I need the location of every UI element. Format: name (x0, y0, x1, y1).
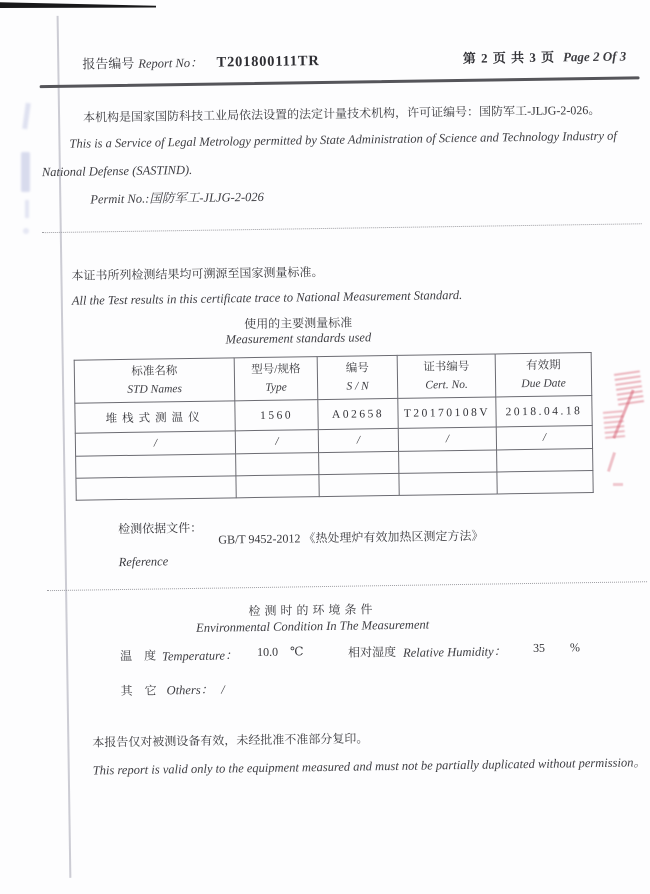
table-cell: / (235, 430, 318, 454)
col-header-cn: 型号/规格 (251, 363, 301, 377)
table-cell (319, 451, 399, 474)
validity-statement-en: This report is valid only to the equipment measured and must not be partially duplicated without permission。 (92, 755, 647, 778)
table-header-row (74, 353, 592, 404)
reference-value: GB/T 9452-2012 《热处理炉有效加热区测定方法》 (218, 528, 484, 547)
table-cell (76, 454, 236, 478)
others-value: / (221, 682, 225, 697)
humidity-label-en: Relative Humidity： (402, 644, 507, 660)
page-indicator-cn: 第 2 页 共 3 页 (462, 49, 556, 66)
report-no-label-en: Report No： (138, 55, 203, 71)
col-header-en: Type (265, 381, 287, 394)
standards-table (74, 352, 594, 501)
others-label-cn: 其 它 (120, 683, 157, 699)
table-cell: 堆栈式测温仪 (75, 401, 235, 433)
authorization-statement-en-line1: This is a Service of Legal Metrology permitted by State Administration of Science and Technology Industry of (69, 128, 617, 151)
standards-title-cn: 使用的主要测量标准 (244, 315, 353, 332)
col-header-cn: 标准名称 (131, 365, 178, 379)
separator-dotted-top (42, 223, 642, 233)
col-header-type (234, 357, 318, 401)
permit-no-line: Permit No.:国防军工-JLJG-2-026 (90, 189, 264, 207)
table-cell: A02658 (318, 398, 398, 429)
temperature-label-cn: 温 度 (119, 648, 157, 664)
trace-statement-cn: 本证书所列检测结果均可溯源至国家测量标准。 (71, 265, 324, 283)
table-cell: / (318, 428, 398, 452)
col-header-cn: 编号 (345, 362, 369, 376)
table-cell: 2018.04.18 (496, 396, 592, 427)
temperature-value: 10.0 (256, 644, 279, 660)
col-header-en: Due Date (521, 377, 566, 390)
page-indicator-en: Page 2 Of 3 (562, 48, 627, 65)
others-label-en: Others： (166, 682, 214, 698)
table-cell (236, 475, 319, 498)
authorization-statement-cn: 本机构是国家国防科技工业局依法设置的法定计量技术机构，许可证编号：国防军工-JLJG-2-026。 (82, 102, 601, 125)
env-title-en: Environmental Condition In The Measurement (196, 617, 430, 635)
env-title-cn: 检测时的环境条件 (248, 602, 377, 619)
authorization-statement-en-line2: National Defense (SASTIND). (41, 162, 193, 180)
header-rule (40, 76, 640, 88)
report-number-group (82, 50, 320, 74)
env-others-row (120, 680, 224, 700)
col-header-en: S / N (346, 379, 369, 393)
reference-label-en: Reference (118, 554, 169, 570)
col-header-std-names (74, 358, 235, 403)
table-cell: / (398, 427, 496, 451)
humidity-value: 35 (532, 640, 546, 655)
col-header-cn: 证书编号 (423, 361, 470, 374)
table-cell (399, 450, 497, 473)
table-cell (497, 449, 593, 472)
trace-statement-en: All the Test results in this certificate trace to National Measurement Standard. (71, 287, 463, 308)
col-header-sn (317, 355, 398, 399)
humidity-unit: % (569, 640, 581, 655)
col-header-en: STD Names (127, 382, 183, 396)
col-header-en: Cert. No. (425, 378, 468, 392)
table-cell (497, 471, 593, 494)
table-cell (399, 472, 497, 495)
table-cell: 1560 (235, 400, 318, 431)
table-cell (236, 453, 319, 476)
env-measurements-row (120, 640, 623, 665)
humidity-label-cn: 相对湿度 (347, 644, 397, 660)
table-cell: / (75, 431, 235, 456)
standards-title-en: Measurement standards used (225, 330, 372, 347)
table-cell: / (496, 426, 592, 450)
table-cell: T20170108V (398, 397, 496, 428)
page-header (82, 45, 626, 73)
reference-label-cn: 检测依据文件： (118, 520, 203, 537)
page-indicator-group (463, 45, 627, 67)
table-cell (76, 476, 236, 500)
col-header-due-date (495, 353, 592, 397)
separator-dotted-bottom (47, 581, 647, 591)
report-no-value: T201800111TR (216, 53, 320, 71)
temperature-label-en: Temperature： (161, 648, 238, 664)
report-no-label-cn: 报告编号 (82, 55, 135, 72)
validity-statement-cn: 本报告仅对被测设备有效，未经批准不准部分复印。 (92, 731, 369, 750)
col-header-cn: 有效期 (525, 359, 561, 373)
col-header-cert-no (397, 354, 496, 398)
temperature-unit: ℃ (289, 644, 304, 659)
table-cell (319, 473, 399, 496)
